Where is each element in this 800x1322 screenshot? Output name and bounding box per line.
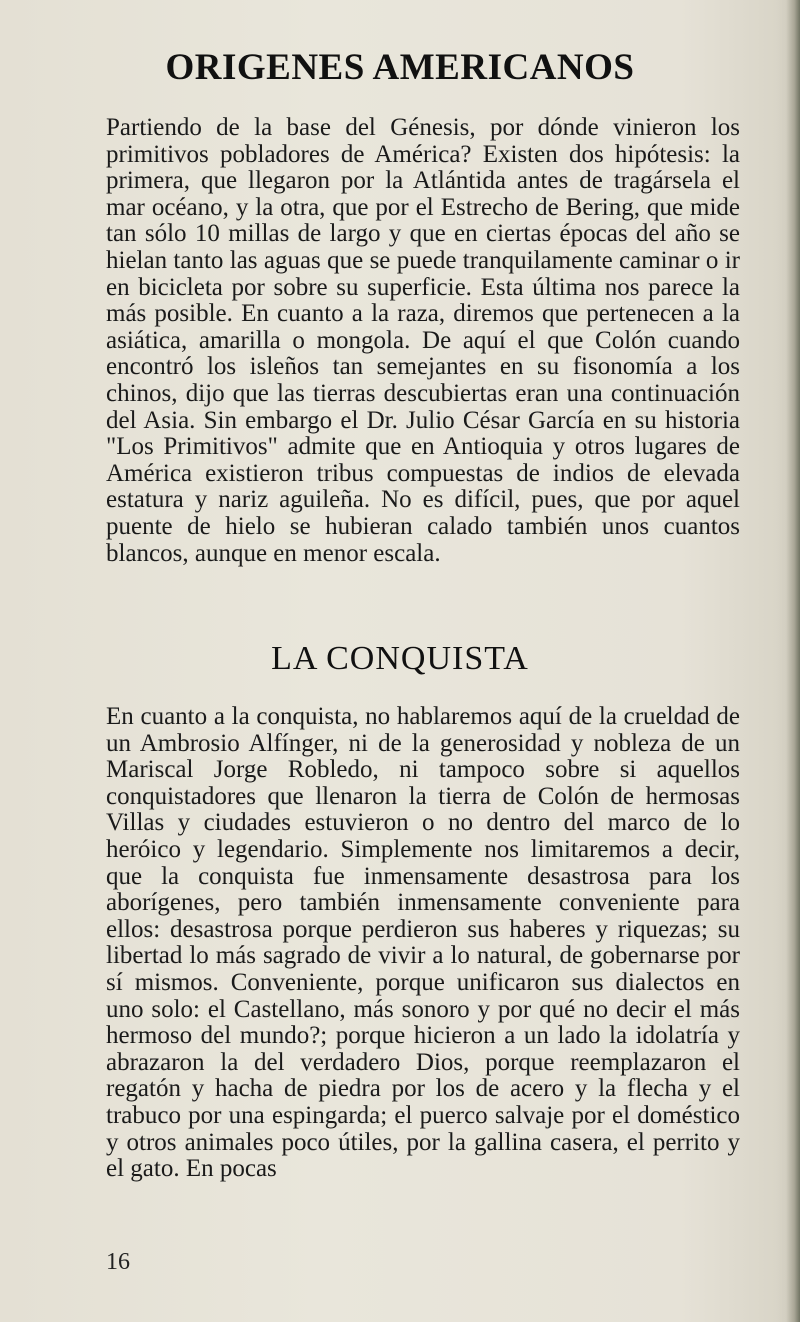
paragraph-conquista: En cuanto a la conquista, no hablaremos aquí de la crueldad de un Ambrosio Alfínger, ni de la generosidad y nobleza de un Mariscal Jorge Robledo, ni tampoco sobre si aquellos conquistadores que llenaron la tierra de Colón de hermosas Villas y ciudades estuvieron o no dentro del marco de lo heróico y legendario. Simplemente nos limitaremos a decir, que la conquista fue inmensamente desastrosa para los aborígenes, pero también inmensamente conveniente para ellos: desastrosa porque perdieron sus haberes y riquezas; su libertad lo más sagrado de vivir a lo natural, de gobernarse por sí mismos. Conveniente, porque unificaron sus dialectos en uno solo: el Castellano, más sonoro y por qué no decir el más hermoso del mundo?; porque hicieron a un lado la idolatría y abrazaron la del verdadero Dios, porque reemplazaron el regatón y hacha de piedra por los de acero y la flecha y el trabuco por una espingarda; el puerco salvaje por el doméstico y otros animales poco útiles, por la gallina casera, el perrito y el gato. En pocas	[106, 703, 740, 1183]
section-title-conquista: LA CONQUISTA	[271, 640, 529, 677]
page-edge-shadow	[786, 0, 800, 1322]
section-title-origenes: ORIGENES AMERICANOS	[165, 47, 635, 88]
page-number: 16	[106, 1249, 130, 1275]
paragraph-origenes: Partiendo de la base del Génesis, por dónde vinieron los primitivos pobladores de América? Existen dos hipótesis: la primera, que llegaron por la Atlántida antes de tragársela el mar océano, y la otra, que por el Estrecho de Bering, que mide tan sólo 10 millas de largo y que en ciertas épocas del año se hielan tanto las aguas que se puede tranquilamente caminar o ir en bicicleta por sobre su superficie. Esta última nos parece la más posible. En cuanto a la raza, diremos que pertenecen a la asiática, amarilla o mongola. De aquí el que Colón cuando encontró los isleños tan semejantes en su fisonomía a los chinos, dijo que las tierras descubiertas eran una continuación del Asia. Sin embargo el Dr. Julio César García en su historia "Los Primitivos" admite que en Antioquia y otros lugares de América existieron tribus compuestas de indios de elevada estatura y nariz aguileña. No es difícil, pues, que por aquel puente de hielo se hubieran calado también unos cuantos blancos, aunque en menor escala.	[106, 114, 740, 567]
